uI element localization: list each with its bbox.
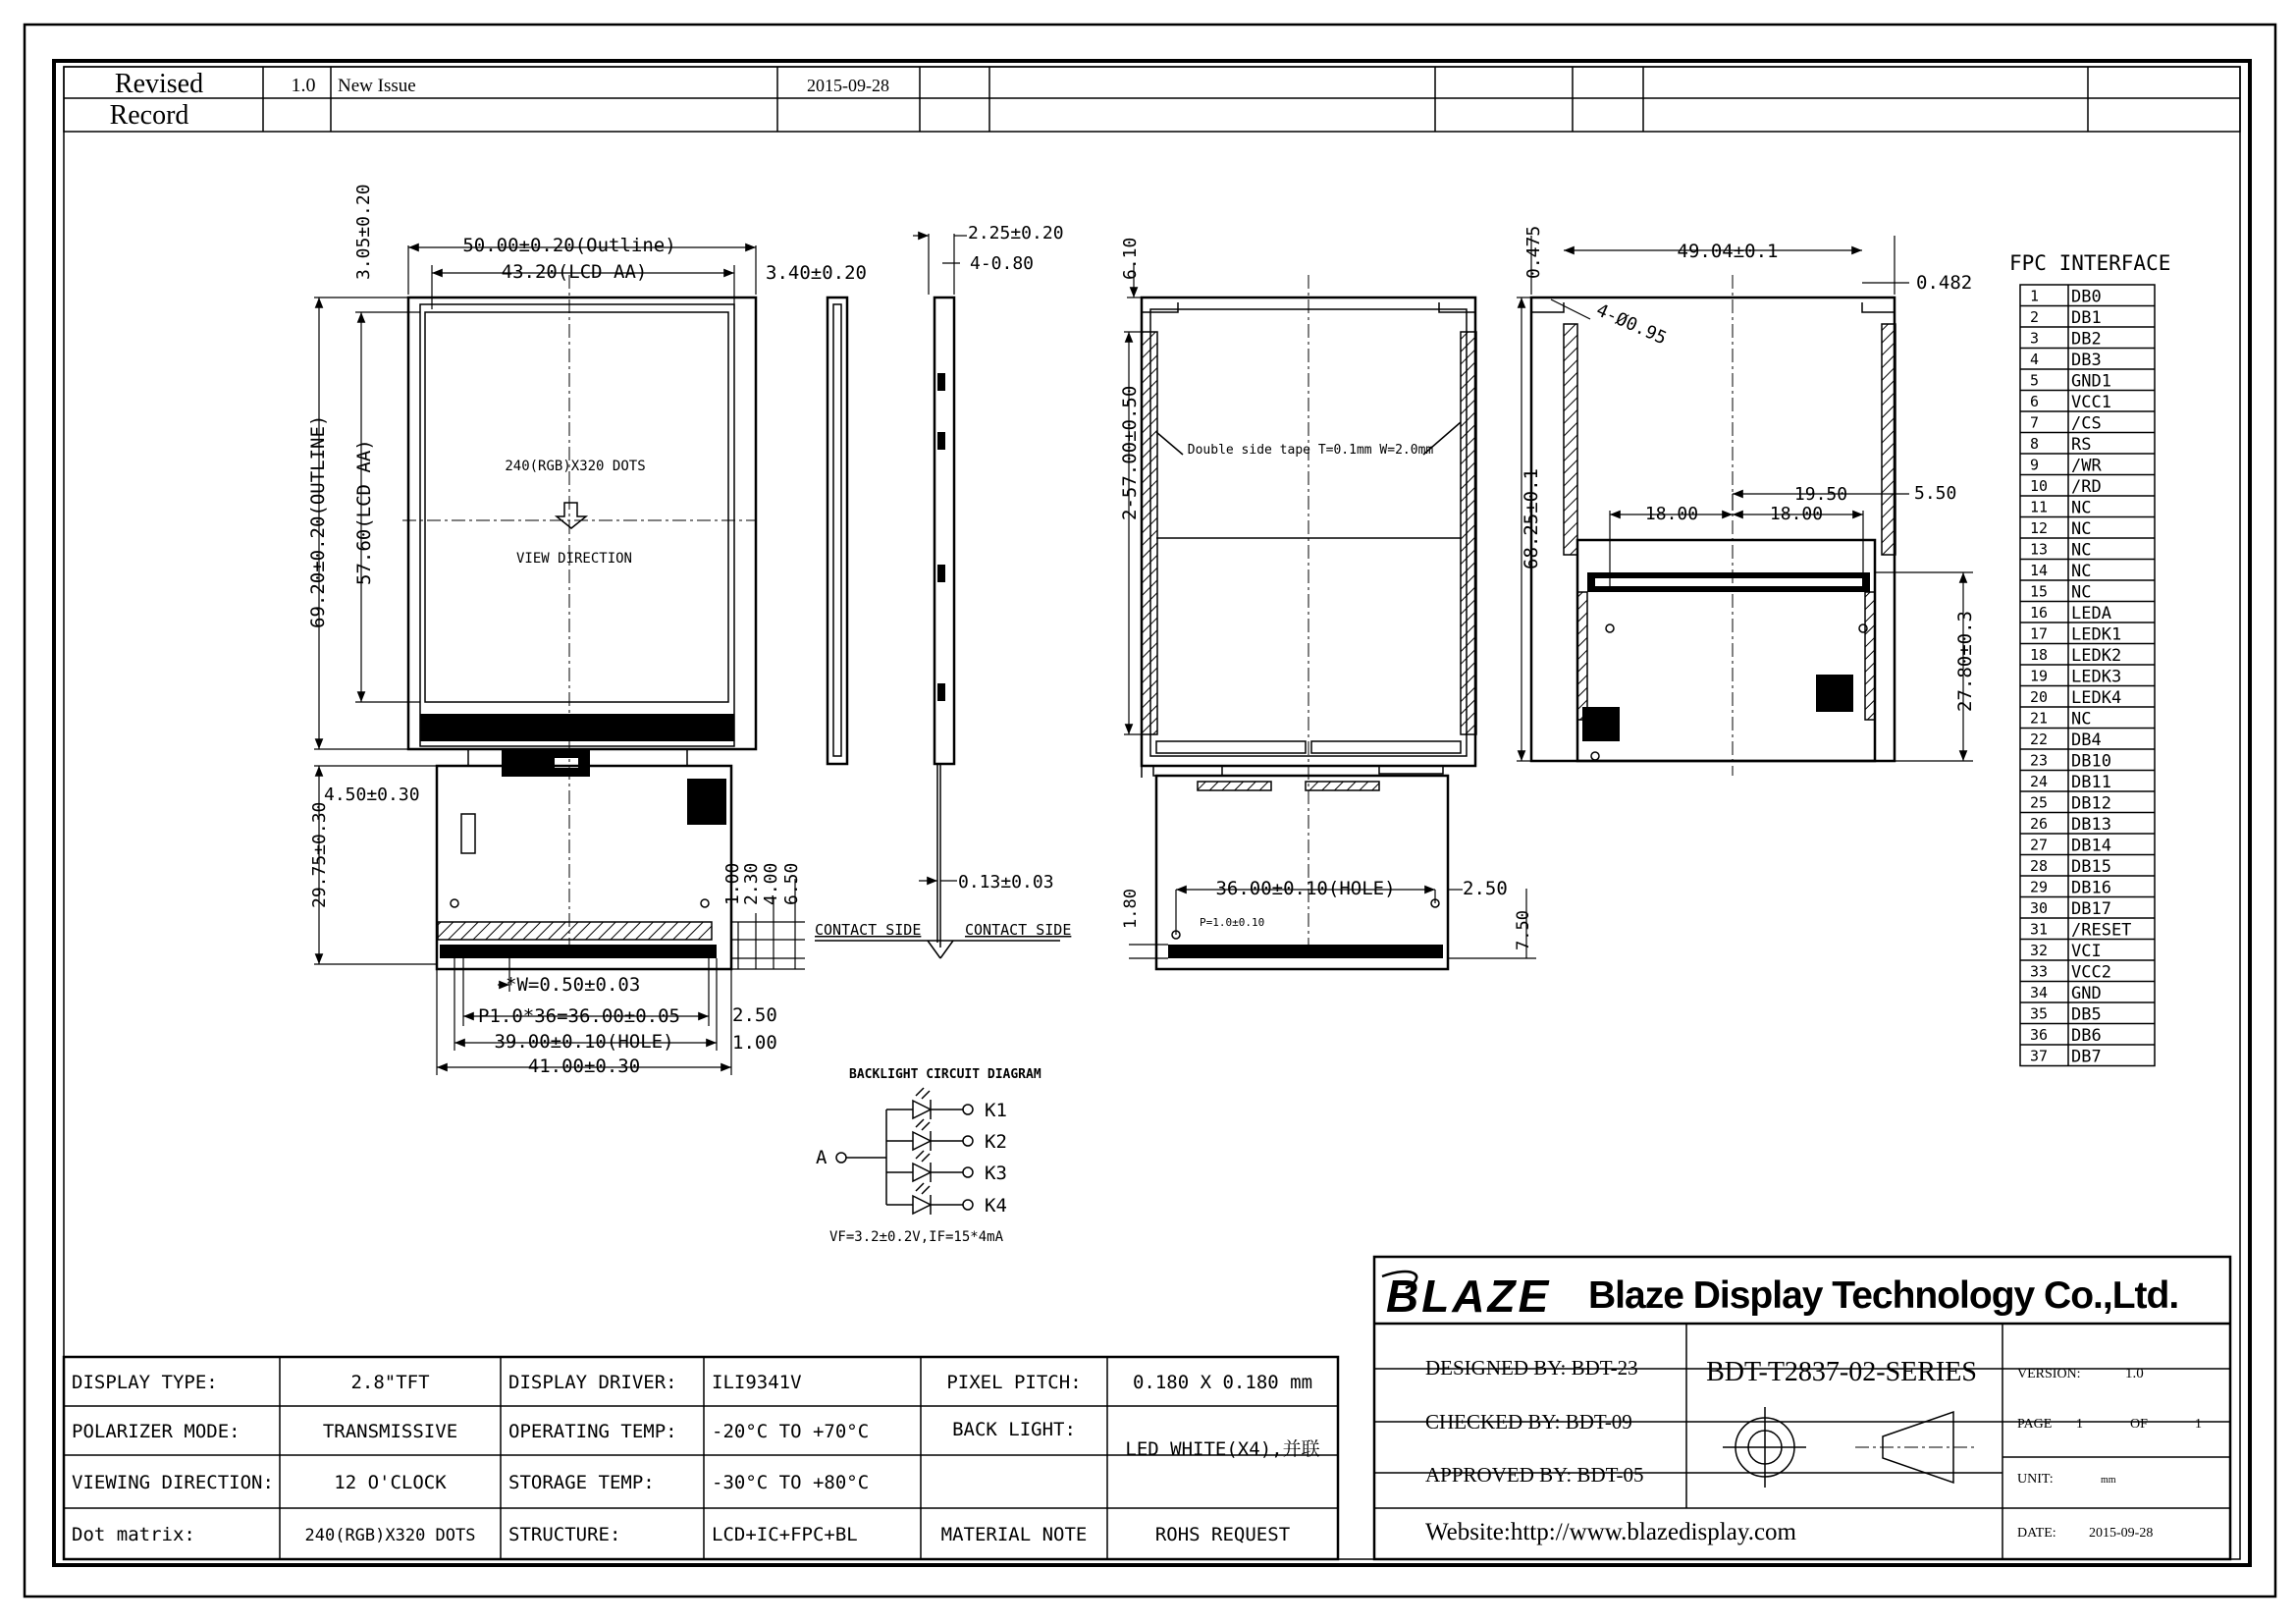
fpc-pin-row [2030, 393, 2111, 412]
fpc-pin-number: 23 [2030, 751, 2049, 770]
pitch-dim: P1.0*36=36.00±0.05 [478, 1005, 680, 1027]
frame-dim-b: 5.50 [1914, 483, 1957, 504]
spec-value: ROHS REQUEST [1154, 1524, 1291, 1545]
fpc-pin-row [2030, 688, 2121, 708]
fpc-pin-signal: DB15 [2071, 857, 2111, 877]
fpc-pin-number: 9 [2030, 456, 2040, 474]
fpc-pin-signal: VCC1 [2071, 393, 2111, 412]
spec-label: MATERIAL NOTE [940, 1524, 1088, 1545]
thickness-dim: 2.25±0.20 [968, 223, 1064, 244]
spec-table [64, 1357, 1338, 1559]
v-dim-1: 1.00 [722, 862, 743, 905]
title-block [1374, 1257, 2230, 1559]
spec-value: ILI9341V [712, 1372, 802, 1393]
frame-width-dim: 49.04±0.1 [1677, 241, 1779, 262]
back-bottom-left-dim: 1.80 [1121, 889, 1141, 929]
fpc-pin-row [2030, 477, 2102, 497]
frame-dim-d: 18.00 [1769, 504, 1824, 524]
spec-label: POLARIZER MODE: [72, 1421, 240, 1442]
page-label: PAGE [2017, 1417, 2053, 1432]
fpc-pin-row [2030, 308, 2102, 328]
spec-label: Dot matrix: [72, 1524, 195, 1545]
fpc-length-dim: 29.75±0.30 [309, 801, 330, 908]
fpc-pin-row [2030, 837, 2111, 856]
back-hole-margin-dim: 2.50 [1463, 878, 1508, 899]
fpc-pin-signal: /RD [2071, 477, 2102, 497]
contact-side-right: CONTACT SIDE [965, 921, 1072, 939]
fpc-pin-row [2030, 562, 2091, 581]
v-dim-2: 2.30 [741, 862, 762, 905]
fpc-pin-signal: NC [2071, 582, 2092, 603]
cathode-label: K2 [985, 1131, 1007, 1153]
fpc-pin-number: 24 [2030, 773, 2049, 790]
fpc-pin-row [2030, 372, 2111, 392]
fpc-pin-number: 37 [2030, 1047, 2049, 1065]
date-label: DATE: [2017, 1526, 2056, 1541]
side-view [815, 223, 1071, 958]
back-view [1119, 238, 1536, 969]
revision-title-2: Record [109, 100, 189, 131]
fpc-pin-number: 8 [2030, 435, 2040, 453]
thickness2-dim: 4-0.80 [970, 253, 1035, 274]
aa-width-dim: 43.20(LCD AA) [501, 261, 648, 283]
right-offset-dim: 3.40±0.20 [766, 262, 867, 284]
fpc-pin-number: 25 [2030, 793, 2049, 812]
fpc-pin-number: 16 [2030, 604, 2049, 622]
led-branch [886, 1119, 1007, 1153]
fpc-pin-signal: NC [2071, 519, 2092, 539]
top-offset-dim: 3.05±0.20 [353, 184, 374, 280]
fpc-pin-signal: NC [2071, 562, 2092, 581]
fpc-pin-number: 33 [2030, 962, 2049, 981]
outline-height-dim: 69.20±0.20(OUTLINE) [307, 414, 329, 628]
fpc-pin-row [2030, 457, 2102, 476]
fpc-pin-row [2030, 625, 2121, 645]
fpc-pin-row [2030, 879, 2111, 898]
revision-record [64, 67, 2240, 132]
backlight-anode: A [816, 1147, 828, 1168]
spec-label: DISPLAY DRIVER: [508, 1372, 677, 1393]
fpc-pin-number: 22 [2030, 731, 2049, 748]
fpc-pin-signal: LEDA [2071, 604, 2111, 623]
fpc-note: P=1.0±0.10 [1200, 916, 1265, 929]
back-top-dim: 6.10 [1120, 237, 1141, 280]
spec-label: DISPLAY TYPE: [72, 1372, 218, 1393]
fpc-pin-signal: DB11 [2071, 773, 2111, 792]
fpc-pin-number: 2 [2030, 308, 2040, 326]
fpc-pin-number: 6 [2030, 393, 2040, 410]
outline-width-dim: 50.00±0.20(Outline) [462, 235, 676, 256]
fpc-width-dim: 41.00±0.30 [527, 1056, 641, 1077]
fpc-pin-number: 28 [2030, 857, 2049, 875]
fpc-pin-row [2030, 710, 2091, 730]
approved-by: APPROVED BY: BDT-05 [1425, 1463, 1644, 1487]
pitch-margin-dim: 2.50 [732, 1004, 777, 1026]
fpc-pin-row [2030, 1048, 2102, 1067]
fpc-pin-signal: DB7 [2071, 1047, 2102, 1067]
frame-right-small-dim: 0.482 [1916, 272, 1973, 294]
fpc-pin-signal: DB10 [2071, 751, 2111, 772]
fpc-pin-row [2030, 288, 2102, 307]
fpc-pin-row [2030, 351, 2102, 370]
spec-value: TRANSMISSIVE [322, 1421, 458, 1442]
spec-value: LCD+IC+FPC+BL [712, 1524, 858, 1545]
cathode-label: K4 [985, 1195, 1007, 1217]
version-value: 1.0 [2125, 1366, 2144, 1381]
led-branch [886, 1151, 1007, 1184]
fpc-pin-signal: NC [2071, 709, 2092, 730]
fpc-thickness-dim: 0.13±0.03 [958, 872, 1054, 893]
fpc-pin-number: 36 [2030, 1026, 2049, 1044]
spec-label: VIEWING DIRECTION: [72, 1472, 274, 1493]
fpc-pin-number: 32 [2030, 942, 2049, 959]
left-offset-dim: 4.50±0.30 [324, 785, 420, 805]
fpc-pin-signal: LEDK2 [2071, 646, 2122, 666]
designed-by: DESIGNED BY: BDT-23 [1425, 1356, 1638, 1380]
fpc-pin-number: 15 [2030, 582, 2049, 601]
spec-label: BACK LIGHT: [952, 1419, 1076, 1440]
fpc-pin-signal: DB3 [2071, 351, 2102, 370]
website: Website:http://www.blazedisplay.com [1425, 1519, 1796, 1545]
spec-value: 240(RGB)X320 DOTS [304, 1526, 476, 1545]
fpc-pin-signal: /CS [2071, 413, 2102, 434]
fpc-pin-row [2030, 435, 2091, 455]
fpc-pin-signal: DB5 [2071, 1004, 2102, 1025]
fpc-interface-title: FPC INTERFACE [2009, 251, 2171, 275]
fpc-pin-number: 19 [2030, 667, 2049, 685]
part-number: BDT-T2837-02-SERIES [1706, 1357, 1977, 1387]
fpc-pin-signal: LEDK1 [2071, 624, 2122, 645]
fpc-pin-number: 10 [2030, 477, 2049, 495]
spec-label: OPERATING TEMP: [508, 1421, 677, 1442]
company-name: Blaze Display Technology Co.,Ltd. [1588, 1274, 2179, 1317]
fpc-pin-row [2030, 1005, 2102, 1025]
fpc-pin-signal: /WR [2071, 456, 2102, 476]
fpc-pin-row [2030, 646, 2121, 666]
cathode-label: K1 [985, 1100, 1007, 1121]
page-value: 1 [2076, 1417, 2083, 1432]
cathode-label: K3 [985, 1163, 1007, 1184]
fpc-pin-row [2030, 1026, 2102, 1046]
fpc-pin-row [2030, 499, 2091, 518]
backlight-spec: VF=3.2±0.2V,IF=15*4mA [829, 1229, 1004, 1245]
revision-description: New Issue [338, 76, 416, 96]
fpc-pin-signal: DB2 [2071, 329, 2102, 350]
hole-span-dim: 39.00±0.10(HOLE) [494, 1031, 674, 1053]
dots-label: 240(RGB)X320 DOTS [505, 459, 646, 474]
frame-top-small-dim: 0.475 [1523, 225, 1544, 279]
led-branch [886, 1088, 1007, 1121]
fpc-pin-signal: DB14 [2071, 836, 2111, 856]
fpc-pin-row [2030, 984, 2102, 1003]
fpc-pin-signal: DB1 [2071, 308, 2102, 328]
fpc-pin-signal: DB13 [2071, 815, 2111, 835]
fpc-pin-signal: LEDK3 [2071, 667, 2122, 687]
of-label: OF [2130, 1417, 2148, 1432]
spec-label: STORAGE TEMP: [508, 1472, 655, 1493]
fpc-pin-signal: DB4 [2071, 731, 2102, 750]
fpc-pin-row [2030, 899, 2111, 919]
fpc-pin-number: 5 [2030, 371, 2040, 390]
pin-width-dim: *W=0.50±0.03 [506, 974, 641, 996]
frame-dim-a: 19.50 [1793, 484, 1848, 505]
fpc-pin-number: 27 [2030, 836, 2049, 854]
fpc-pin-row [2030, 963, 2111, 983]
fpc-pin-number: 14 [2030, 562, 2049, 579]
date-value: 2015-09-28 [2089, 1526, 2154, 1541]
fpc-pin-row [2030, 942, 2102, 961]
fpc-pin-row [2030, 921, 2131, 941]
fpc-pin-row [2030, 857, 2111, 877]
fpc-pin-signal: NC [2071, 540, 2092, 561]
revision-version: 1.0 [291, 75, 316, 96]
tape-height-dim: 2-57.00±0.50 [1119, 385, 1141, 520]
fpc-pin-signal: DB6 [2071, 1026, 2102, 1046]
fpc-pin-row [2030, 752, 2111, 772]
fpc-pin-signal: VCI [2071, 942, 2102, 961]
spec-value: -20°C TO +70°C [712, 1421, 870, 1442]
fpc-pin-number: 4 [2030, 351, 2040, 368]
fpc-pin-number: 7 [2030, 413, 2040, 432]
contact-side-left: CONTACT SIDE [815, 921, 922, 939]
revision-title-1: Revised [114, 69, 204, 99]
revision-date: 2015-09-28 [807, 76, 889, 95]
pcb-height-dim: 27.80±0.3 [1954, 611, 1976, 712]
fpc-pin-row [2030, 815, 2111, 835]
frame-dim-c: 18.00 [1644, 504, 1699, 524]
fpc-pin-signal: DB16 [2071, 878, 2111, 898]
spec-label: PIXEL PITCH: [946, 1372, 1082, 1393]
fpc-pin-signal: VCC2 [2071, 962, 2111, 983]
fpc-pin-number: 11 [2030, 498, 2049, 516]
spec-label: STRUCTURE: [508, 1524, 621, 1545]
fpc-pin-signal: DB0 [2071, 287, 2102, 307]
fpc-pin-number: 30 [2030, 899, 2049, 917]
spec-value: LED WHITE(X4),并联 [1125, 1438, 1320, 1460]
hole-margin-dim: 1.00 [732, 1032, 777, 1054]
fpc-pin-row [2030, 583, 2091, 603]
fpc-pin-row [2030, 731, 2102, 750]
fpc-pin-signal: NC [2071, 498, 2092, 518]
back-hole-span-dim: 36.00±0.10(HOLE) [1215, 878, 1396, 899]
fpc-pin-number: 21 [2030, 709, 2049, 728]
logo-text: BLAZE [1386, 1271, 1552, 1322]
fpc-pin-number: 13 [2030, 540, 2049, 559]
fpc-pin-number: 29 [2030, 878, 2049, 896]
fpc-pin-signal: GND1 [2071, 371, 2111, 392]
backlight-title: BACKLIGHT CIRCUIT DIAGRAM [849, 1067, 1041, 1082]
unit-label: UNIT: [2017, 1472, 2054, 1487]
projection-symbol [1723, 1407, 1975, 1488]
frame-height-dim: 68.25±0.1 [1521, 468, 1542, 569]
fpc-pin-row [2030, 519, 2091, 539]
fpc-pin-row [2030, 330, 2102, 350]
fpc-pin-number: 18 [2030, 646, 2049, 664]
tape-note: Double side tape T=0.1mm W=2.0mm [1187, 443, 1434, 458]
fpc-pin-row [2030, 414, 2102, 434]
blaze-logo [1382, 1271, 1551, 1322]
led-branch [886, 1183, 1007, 1217]
v-dim-3: 4.00 [761, 862, 781, 905]
fpc-pin-row [2030, 668, 2121, 687]
fpc-pin-number: 17 [2030, 624, 2049, 643]
fpc-pin-number: 26 [2030, 815, 2049, 833]
fpc-pin-signal: DB17 [2071, 899, 2111, 919]
fpc-pin-signal: DB12 [2071, 793, 2111, 814]
spec-value: 0.180 X 0.180 mm [1132, 1372, 1313, 1393]
checked-by: CHECKED BY: BDT-09 [1425, 1410, 1632, 1434]
fpc-pin-number: 34 [2030, 984, 2049, 1001]
fpc-pin-number: 35 [2030, 1004, 2049, 1023]
fpc-pin-signal: /RESET [2071, 920, 2132, 941]
fpc-pin-signal: GND [2071, 984, 2102, 1003]
pages-value: 1 [2195, 1417, 2202, 1432]
backlight-circuit [816, 1067, 1041, 1245]
fpc-pin-number: 1 [2030, 287, 2040, 305]
fpc-pin-row [2030, 541, 2091, 561]
fpc-pin-row [2030, 773, 2111, 792]
aa-height-dim: 57.60(LCD AA) [353, 439, 375, 585]
fpc-pin-number: 3 [2030, 329, 2040, 348]
spec-value: -30°C TO +80°C [712, 1472, 870, 1493]
front-view [307, 184, 867, 1077]
frame-holes-dim: 4-Ø0.95 [1592, 299, 1670, 350]
back-bottom-right-dim: 7.50 [1514, 910, 1533, 950]
frame-view [1517, 226, 1976, 776]
version-label: VERSION: [2017, 1367, 2081, 1381]
spec-value: 12 O'CLOCK [334, 1472, 447, 1493]
fpc-pin-row [2030, 604, 2111, 623]
spec-value: 2.8"TFT [350, 1372, 430, 1393]
fpc-pin-signal: LEDK4 [2071, 688, 2122, 708]
fpc-pin-number: 31 [2030, 920, 2049, 939]
unit-value: mm [2101, 1475, 2116, 1486]
fpc-pin-number: 12 [2030, 519, 2049, 537]
v-dim-4: 6.50 [781, 862, 802, 905]
fpc-pin-signal: RS [2071, 435, 2092, 455]
fpc-pin-row [2030, 794, 2111, 814]
view-direction-label: VIEW DIRECTION [515, 551, 633, 567]
fpc-interface-table [2009, 251, 2170, 1067]
fpc-pin-number: 20 [2030, 688, 2049, 706]
